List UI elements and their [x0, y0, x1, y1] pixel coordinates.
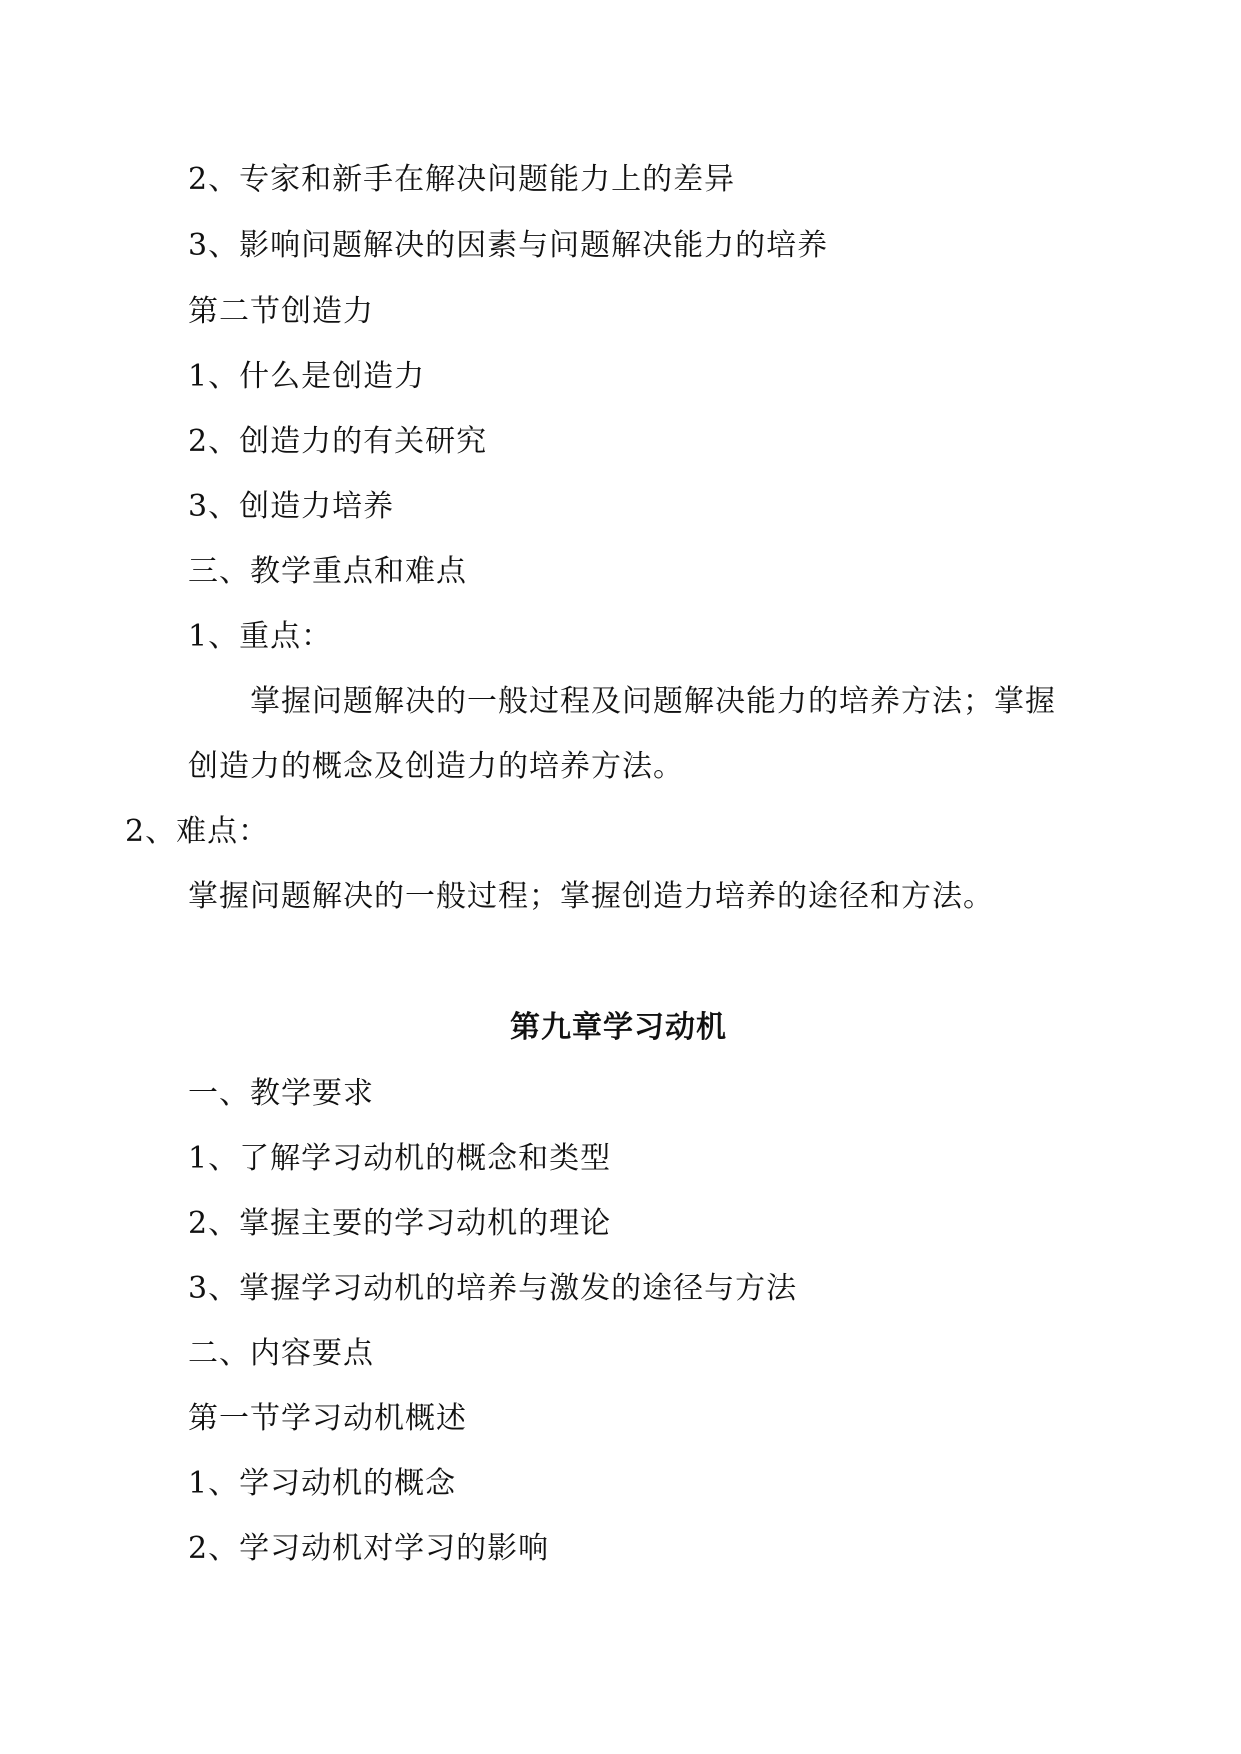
chapter-title: 第九章学习动机: [510, 1010, 727, 1045]
list-item: 1、了解学习动机的概念和类型: [188, 1141, 612, 1176]
difficulty-label: 2、难点：: [125, 814, 270, 849]
focus-label: 1、重点：: [188, 619, 333, 654]
list-item: 3、掌握学习动机的培养与激发的途径与方法: [188, 1271, 798, 1306]
section-title: 第二节创造力: [188, 294, 374, 329]
focus-text: 创造力的概念及创造力的培养方法。: [188, 749, 684, 784]
list-item: 3、影响问题解决的因素与问题解决能力的培养: [188, 228, 829, 263]
difficulty-text: 掌握问题解决的一般过程；掌握创造力培养的途径和方法。: [188, 879, 994, 914]
list-item: 3、创造力培养: [188, 489, 395, 524]
section-title: 二、内容要点: [188, 1336, 374, 1371]
list-item: 2、学习动机对学习的影响: [188, 1531, 550, 1566]
list-item: 1、学习动机的概念: [188, 1466, 457, 1501]
list-item: 2、创造力的有关研究: [188, 424, 488, 459]
section-title: 三、教学重点和难点: [188, 554, 467, 589]
list-item: 2、专家和新手在解决问题能力上的差异: [188, 162, 736, 197]
focus-text: 掌握问题解决的一般过程及问题解决能力的培养方法；掌握: [250, 684, 1056, 719]
list-item: 2、掌握主要的学习动机的理论: [188, 1206, 612, 1241]
list-item: 1、什么是创造力: [188, 359, 426, 394]
section-title: 一、教学要求: [188, 1076, 374, 1111]
section-title: 第一节学习动机概述: [188, 1401, 467, 1436]
